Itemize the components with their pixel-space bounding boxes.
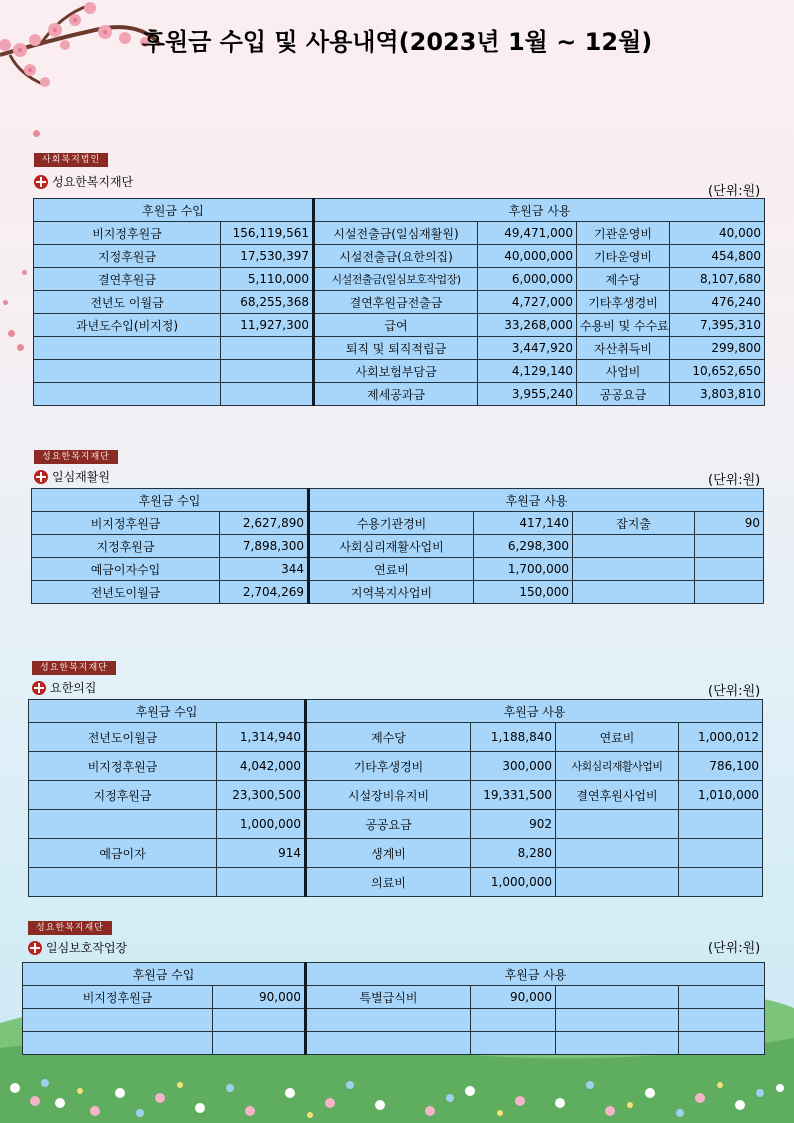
table-cell: 특별급식비 [306, 986, 471, 1009]
table-cell: 공공요금 [306, 810, 471, 839]
table-cell: 비지정후원금 [23, 986, 213, 1009]
unit-label: (단위:원) [708, 184, 761, 199]
table-cell: 연료비 [309, 558, 474, 581]
table-cell: 4,042,000 [217, 752, 306, 781]
table-row [34, 383, 765, 406]
table-cell: 90,000 [213, 986, 306, 1009]
table-cell [29, 810, 217, 839]
table-cell: 퇴직 및 퇴직적립금 [314, 337, 478, 360]
table-row [29, 781, 763, 810]
org-tag: 성요한복지재단 [32, 661, 116, 675]
table-cell: 4,129,140 [478, 360, 577, 383]
table-cell [695, 535, 764, 558]
cross-logo-icon [34, 470, 48, 484]
table-cell: 결연후원금전출금 [314, 291, 478, 314]
table-cell: 과년도수입(비지정) [34, 314, 221, 337]
table-cell: 의료비 [306, 868, 471, 897]
table-cell: 급여 [314, 314, 478, 337]
table-cell: 1,000,000 [217, 810, 306, 839]
table-cell: 90,000 [471, 986, 556, 1009]
table-cell: 4,727,000 [478, 291, 577, 314]
table-cell [221, 337, 314, 360]
org-name [34, 173, 133, 190]
table-cell [306, 1009, 471, 1032]
table-cell: 사회심리재활사업비 [556, 752, 679, 781]
table-row [34, 245, 765, 268]
table-cell [556, 986, 679, 1009]
table-cell [34, 337, 221, 360]
table-row [29, 868, 763, 897]
table-cell: 786,100 [679, 752, 763, 781]
table-cell: 사회심리재활사업비 [309, 535, 474, 558]
table-cell: 6,298,300 [474, 535, 573, 558]
table-cell: 결연후원사업비 [556, 781, 679, 810]
table-cell: 지정후원금 [34, 245, 221, 268]
table-cell: 1,000,000 [471, 868, 556, 897]
donation-table [28, 699, 763, 897]
table-cell [471, 1032, 556, 1055]
table-cell: 잡지출 [573, 512, 695, 535]
table-cell: 19,331,500 [471, 781, 556, 810]
table-cell [34, 383, 221, 406]
table-cell: 1,188,840 [471, 723, 556, 752]
income-header: 후원금 수입 [29, 700, 306, 723]
income-header: 후원금 수입 [34, 199, 314, 222]
org-name [28, 939, 127, 956]
table-cell [556, 868, 679, 897]
table-cell [221, 360, 314, 383]
table-cell: 7,898,300 [220, 535, 309, 558]
table-cell: 68,255,368 [221, 291, 314, 314]
table-cell: 시설전출금(요한의집) [314, 245, 478, 268]
table-row [23, 1032, 765, 1055]
table-row [32, 558, 764, 581]
table-cell: 자산취득비 [577, 337, 670, 360]
table-cell: 3,803,810 [670, 383, 765, 406]
table-cell: 제수당 [306, 723, 471, 752]
table-row [29, 723, 763, 752]
org-name-label: 일심보호작업장 [46, 941, 128, 955]
table-row [29, 752, 763, 781]
usage-header: 후원금 사용 [309, 489, 764, 512]
table-cell: 7,395,310 [670, 314, 765, 337]
donation-table [33, 198, 765, 406]
income-header: 후원금 수입 [32, 489, 309, 512]
usage-header: 후원금 사용 [314, 199, 765, 222]
table-cell: 기타후생경비 [577, 291, 670, 314]
table-cell: 비지정후원금 [32, 512, 220, 535]
table-cell: 454,800 [670, 245, 765, 268]
table-header-row [32, 489, 764, 512]
table-cell: 사업비 [577, 360, 670, 383]
table-cell [556, 839, 679, 868]
table-cell: 예금이자수입 [32, 558, 220, 581]
table-row [34, 337, 765, 360]
table-cell: 생계비 [306, 839, 471, 868]
donation-table [31, 488, 764, 604]
table-cell: 전년도 이월금 [34, 291, 221, 314]
table-row [23, 1009, 765, 1032]
table-cell: 3,955,240 [478, 383, 577, 406]
table-cell [29, 868, 217, 897]
table-row [34, 360, 765, 383]
petal-decoration [22, 270, 27, 275]
table-cell: 417,140 [474, 512, 573, 535]
page-title: 후원금 수입 및 사용내역(2023년 1월 ~ 12월) [141, 28, 653, 56]
petal-decoration [8, 330, 15, 337]
table-cell [23, 1009, 213, 1032]
petal-decoration [33, 130, 40, 137]
table-header-row [29, 700, 763, 723]
usage-header: 후원금 사용 [306, 700, 763, 723]
org-name [34, 468, 110, 485]
table-cell: 지정후원금 [32, 535, 220, 558]
petal-decoration [17, 344, 24, 351]
table-cell [217, 868, 306, 897]
table-row [32, 512, 764, 535]
table-cell: 1,010,000 [679, 781, 763, 810]
org-name-label: 성요한복지재단 [52, 175, 134, 189]
table-cell [679, 986, 765, 1009]
table-cell [695, 581, 764, 604]
table-cell: 제세공과금 [314, 383, 478, 406]
table-cell: 시설전출금(일심보호작업장) [314, 268, 478, 291]
cross-logo-icon [34, 175, 48, 189]
table-cell: 300,000 [471, 752, 556, 781]
unit-label: (단위:원) [708, 941, 761, 956]
table-cell: 23,300,500 [217, 781, 306, 810]
unit-label: (단위:원) [708, 684, 761, 699]
table-cell: 156,119,561 [221, 222, 314, 245]
table-cell: 6,000,000 [478, 268, 577, 291]
cross-logo-icon [28, 941, 42, 955]
table-cell [556, 1009, 679, 1032]
table-cell: 1,314,940 [217, 723, 306, 752]
donation-table [22, 962, 765, 1055]
table-cell: 11,927,300 [221, 314, 314, 337]
table-row [34, 268, 765, 291]
table-cell: 전년도이월금 [29, 723, 217, 752]
table-cell [471, 1009, 556, 1032]
table-cell: 2,704,269 [220, 581, 309, 604]
table-cell: 기타운영비 [577, 245, 670, 268]
table-cell [695, 558, 764, 581]
table-cell: 5,110,000 [221, 268, 314, 291]
table-cell: 914 [217, 839, 306, 868]
table-cell: 1,700,000 [474, 558, 573, 581]
table-cell: 수용기관경비 [309, 512, 474, 535]
table-cell: 40,000,000 [478, 245, 577, 268]
table-row [32, 581, 764, 604]
table-cell: 예금이자 [29, 839, 217, 868]
table-cell [679, 868, 763, 897]
table-cell: 3,447,920 [478, 337, 577, 360]
org-name-label: 요한의집 [50, 681, 97, 695]
table-cell: 공공요금 [577, 383, 670, 406]
income-header: 후원금 수입 [23, 963, 306, 986]
table-cell: 49,471,000 [478, 222, 577, 245]
table-row [34, 314, 765, 337]
table-cell: 전년도이월금 [32, 581, 220, 604]
table-cell [556, 1032, 679, 1055]
table-cell: 299,800 [670, 337, 765, 360]
table-row [34, 222, 765, 245]
org-tag: 성요한복지재단 [34, 450, 118, 464]
table-cell: 시설장비유지비 [306, 781, 471, 810]
table-cell: 1,000,012 [679, 723, 763, 752]
petal-decoration [3, 300, 8, 305]
table-row [32, 535, 764, 558]
table-cell: 344 [220, 558, 309, 581]
table-cell [213, 1032, 306, 1055]
table-row [29, 839, 763, 868]
table-cell: 8,280 [471, 839, 556, 868]
table-row [23, 986, 765, 1009]
table-cell: 33,268,000 [478, 314, 577, 337]
table-cell [679, 1032, 765, 1055]
table-cell [573, 535, 695, 558]
table-cell [556, 810, 679, 839]
table-cell [306, 1032, 471, 1055]
table-header-row [34, 199, 765, 222]
cross-logo-icon [32, 681, 46, 695]
table-cell: 지정후원금 [29, 781, 217, 810]
org-tag: 사회복지법인 [34, 153, 108, 167]
table-row [34, 291, 765, 314]
table-cell: 150,000 [474, 581, 573, 604]
table-cell: 시설전출금(일심재활원) [314, 222, 478, 245]
table-cell: 17,530,397 [221, 245, 314, 268]
table-cell: 수용비 및 수수료 [577, 314, 670, 337]
org-name [32, 679, 96, 696]
table-row [29, 810, 763, 839]
table-cell: 8,107,680 [670, 268, 765, 291]
table-cell [679, 1009, 765, 1032]
table-cell [679, 839, 763, 868]
table-cell: 90 [695, 512, 764, 535]
table-cell: 2,627,890 [220, 512, 309, 535]
org-name-label: 일심재활원 [52, 470, 110, 484]
table-cell: 비지정후원금 [34, 222, 221, 245]
unit-label: (단위:원) [708, 473, 761, 488]
table-cell [34, 360, 221, 383]
table-cell: 사회보험부담금 [314, 360, 478, 383]
table-cell [213, 1009, 306, 1032]
usage-header: 후원금 사용 [306, 963, 765, 986]
table-header-row [23, 963, 765, 986]
table-cell: 902 [471, 810, 556, 839]
table-cell: 476,240 [670, 291, 765, 314]
table-cell: 지역복지사업비 [309, 581, 474, 604]
table-cell [573, 581, 695, 604]
table-cell [679, 810, 763, 839]
table-cell: 제수당 [577, 268, 670, 291]
table-cell: 40,000 [670, 222, 765, 245]
table-cell: 결연후원금 [34, 268, 221, 291]
table-cell [221, 383, 314, 406]
table-cell: 연료비 [556, 723, 679, 752]
table-cell: 비지정후원금 [29, 752, 217, 781]
table-cell: 10,652,650 [670, 360, 765, 383]
table-cell [573, 558, 695, 581]
table-cell: 기관운영비 [577, 222, 670, 245]
table-cell [23, 1032, 213, 1055]
org-tag: 성요한복지재단 [28, 921, 112, 935]
table-cell: 기타후생경비 [306, 752, 471, 781]
